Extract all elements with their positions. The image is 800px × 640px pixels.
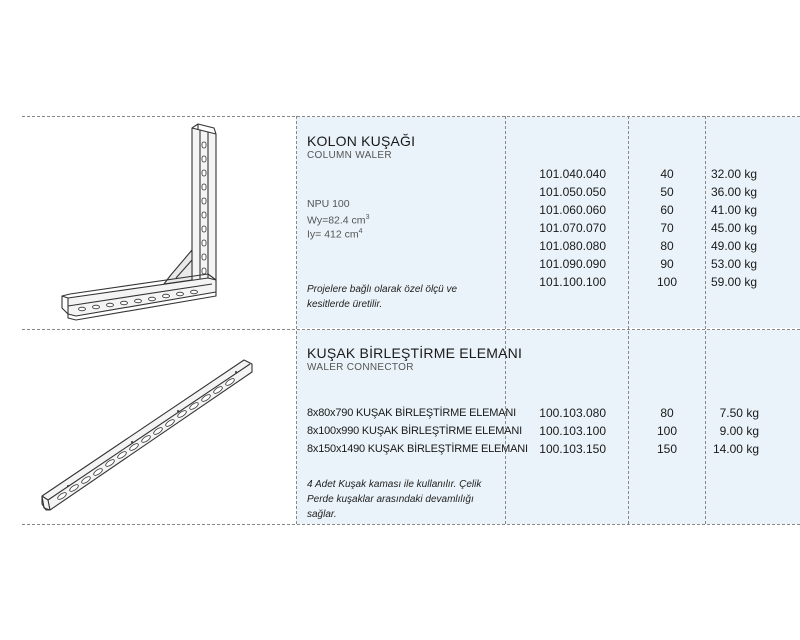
product-weight: 49.00 kg: [711, 239, 758, 253]
spec-wy-value: Wy=82.4 cm: [307, 214, 366, 227]
column-divider: [296, 116, 297, 524]
product-weight: 7.50 kg: [719, 406, 759, 420]
product-weight: 32.00 kg: [711, 167, 758, 181]
product-dimension: 150: [656, 442, 678, 456]
product-weight: 45.00 kg: [711, 221, 758, 235]
product-note: Projelere bağlı olarak özel ölçü ve kesitlerde üretilir.: [307, 284, 458, 310]
product-code: 101.070.070: [539, 221, 606, 235]
product-dimension: 90: [660, 257, 674, 271]
product-code: 100.103.100: [539, 424, 606, 438]
product-code: 100.103.080: [539, 406, 606, 420]
column-divider: [705, 116, 706, 524]
item-list: [307, 404, 528, 458]
product-subtitle: COLUMN WALER: [307, 150, 392, 161]
product-note: 4 Adet Kuşak kaması ile kullanılır. Çelik Perde kuşaklar arasındaki devamlılığı sağlar.: [307, 479, 482, 520]
product-dimension: 100: [656, 275, 678, 289]
product-dimension: 40: [660, 167, 674, 181]
product-dimension: 80: [660, 406, 674, 420]
spec-profile: NPU 100: [307, 198, 350, 210]
weight-list: [711, 165, 791, 291]
product-dimension: 60: [660, 203, 674, 217]
product-code: 101.080.080: [539, 239, 606, 253]
product-title: KUŞAK BİRLEŞTİRME ELEMANI: [307, 345, 523, 361]
product-item: 8x100x990 KUŞAK BİRLEŞTİRME ELEMANI: [307, 425, 522, 437]
spec-iy: [307, 225, 363, 242]
product-code: 101.090.090: [539, 257, 606, 271]
product-code: 101.060.060: [539, 203, 606, 217]
product-dimension: 70: [660, 221, 674, 235]
product-title: KOLON KUŞAĞI: [307, 133, 416, 149]
divider-bottom: [22, 524, 800, 525]
product-code: 101.100.100: [539, 275, 606, 289]
column-waler-image: [40, 120, 240, 328]
weight-list: [706, 404, 759, 458]
product-code: 101.040.040: [539, 167, 606, 181]
product-code: 101.050.050: [539, 185, 606, 199]
product-weight: 41.00 kg: [711, 203, 758, 217]
product-code: 100.103.150: [539, 442, 606, 456]
code-list: [506, 404, 606, 458]
product-item: 8x150x1490 KUŞAK BİRLEŞTİRME ELEMANI: [307, 443, 528, 455]
product-dimension: 50: [660, 185, 674, 199]
product-item: 8x80x790 KUŞAK BİRLEŞTİRME ELEMANI: [307, 407, 517, 419]
spec-wy-exponent: 3: [365, 214, 370, 221]
dimension-list: [629, 165, 705, 291]
dimension-list: [629, 404, 705, 458]
product-weight: 14.00 kg: [712, 442, 759, 456]
code-list: [506, 165, 606, 291]
product-weight: 36.00 kg: [711, 185, 758, 199]
divider-middle: [22, 329, 800, 330]
product-dimension: 80: [660, 239, 674, 253]
product-dimension: 100: [656, 424, 678, 438]
product-subtitle: WALER CONNECTOR: [307, 362, 414, 373]
waler-connector-image: [38, 350, 260, 520]
product-weight: 59.00 kg: [711, 275, 758, 289]
product-weight: 53.00 kg: [711, 257, 758, 271]
product-weight: 9.00 kg: [719, 424, 759, 438]
spec-iy-exponent: 4: [358, 228, 363, 235]
spec-iy-value: Iy= 412 cm: [307, 228, 359, 241]
divider-top: [22, 116, 800, 117]
